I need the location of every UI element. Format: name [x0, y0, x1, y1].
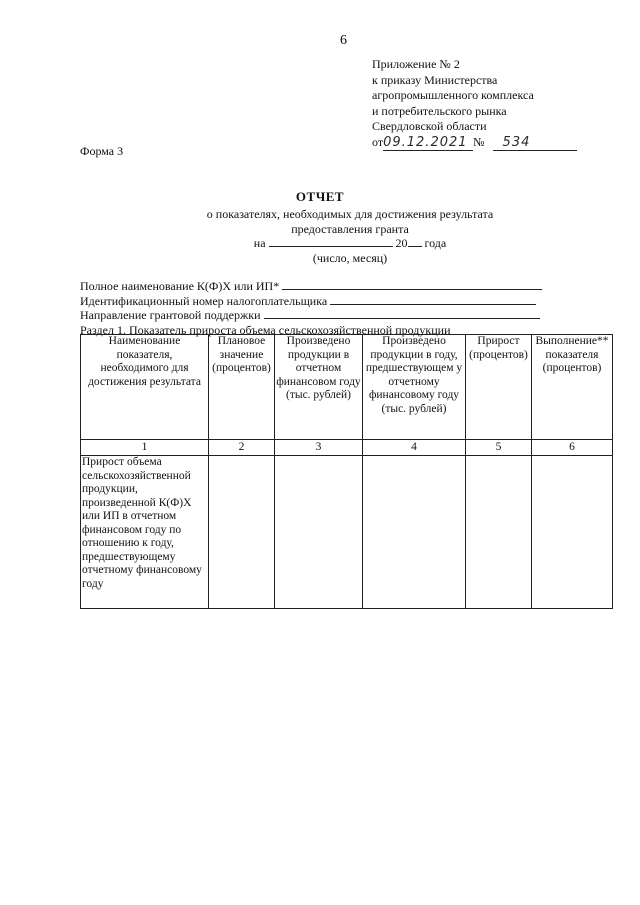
header-cell: Прирост (процентов)	[466, 335, 532, 440]
full-name-row	[80, 279, 542, 294]
appendix-line: к приказу Министерства	[372, 72, 498, 87]
header-cell: Произведено продукции в году, предшествующем у отчетному финансовому году (тыс. рублей)	[363, 335, 466, 440]
subtitle-line-1: о показателях, необходимых для достижения результата	[206, 207, 494, 221]
form-label: Форма 3	[80, 144, 124, 158]
report-date-blank[interactable]	[269, 236, 393, 247]
appendix-line: агропромышленного комплекса	[372, 88, 534, 102]
report-year-blank[interactable]	[408, 236, 422, 247]
header-cell: Произведено продукции в отчетном финансовом году (тыс. рублей)	[275, 335, 363, 440]
number-field	[493, 135, 577, 152]
header-cell: Наименование показателя, необходимого для достижения результата	[81, 335, 209, 440]
inn-blank[interactable]	[330, 294, 536, 305]
date-value: 09.12.2021	[383, 134, 468, 150]
full-name-label: Полное наименование К(Ф)Х или ИП*	[80, 279, 280, 293]
report-year-prefix: 20	[395, 236, 408, 250]
number-value: 534	[502, 134, 531, 150]
report-title: ОТЧЕТ	[295, 189, 345, 204]
growth-cell[interactable]	[466, 456, 532, 609]
row-label: Прирост объема сельскохозяйственной продукции, произведенной К(Ф)Х или ИП в отчетном финансовом году по отношению к году, предшествующему отчетному финансовому году	[81, 456, 209, 609]
number-prefix: №	[473, 134, 485, 149]
date-field	[383, 135, 473, 152]
inn-label: Идентификационный номер налогоплательщика	[80, 293, 328, 308]
report-date-prefix: на	[253, 236, 266, 250]
inn-row	[80, 294, 542, 309]
page-number: 6	[340, 33, 347, 48]
appendix-block	[372, 57, 577, 151]
report-year-suffix: года	[424, 236, 447, 250]
section-heading: Раздел 1. Показатель прироста объема сельскохозяйственной продукции	[80, 322, 451, 337]
column-number: 2	[209, 440, 275, 456]
date-prefix: от	[372, 134, 384, 149]
indicator-table	[80, 334, 613, 609]
header-cell: Выполнение** показателя (процентов)	[532, 335, 613, 440]
appendix-line: Свердловской области	[372, 119, 487, 133]
direction-row	[80, 308, 542, 323]
direction-blank[interactable]	[264, 308, 540, 319]
appendix-date-line	[372, 135, 577, 152]
report-subtitle	[140, 207, 560, 265]
table-number-row	[81, 440, 613, 456]
produced-previous-cell[interactable]	[363, 456, 466, 609]
produced-current-cell[interactable]	[275, 456, 363, 609]
direction-label: Направление грантовой поддержки	[80, 308, 261, 322]
report-date-hint: (число, месяц)	[312, 250, 388, 265]
column-number: 3	[275, 440, 363, 456]
subtitle-line-2: предоставления гранта	[291, 221, 409, 236]
appendix-line: и потребительского рынка	[372, 103, 507, 118]
table-row	[81, 456, 613, 609]
appendix-line: Приложение № 2	[372, 57, 460, 71]
column-number: 6	[532, 440, 613, 456]
header-cell: Плановое значение (процентов)	[209, 335, 275, 440]
fields-block	[80, 279, 542, 337]
column-number: 1	[81, 440, 209, 456]
fulfillment-cell[interactable]	[532, 456, 613, 609]
planned-value-cell[interactable]	[209, 456, 275, 609]
table-header-row	[81, 335, 613, 440]
full-name-blank[interactable]	[282, 279, 542, 290]
column-number: 4	[363, 440, 466, 456]
report-date-line	[140, 236, 560, 251]
column-number: 5	[466, 440, 532, 456]
